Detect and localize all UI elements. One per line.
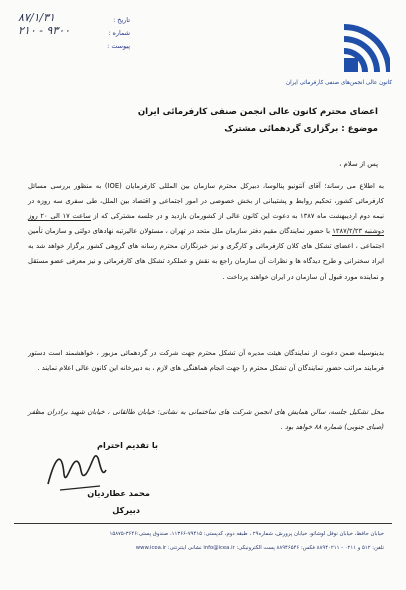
footer-divider bbox=[14, 523, 392, 524]
signer-role: دبیرکل bbox=[112, 505, 140, 515]
organization-name: کانون عالی انجمن‌های صنفی کارفرمائی ایران bbox=[285, 80, 392, 86]
number-label: شماره : bbox=[108, 29, 130, 37]
number-value: ۲۱۰ - ۹۳۰۰ bbox=[18, 24, 71, 37]
attachment-row bbox=[12, 40, 132, 53]
date-label: تاریخ : bbox=[113, 16, 130, 24]
broadcast-waves-logo-icon bbox=[286, 14, 390, 86]
greeting: پس از سلام ، bbox=[339, 160, 378, 168]
organization-logo bbox=[286, 14, 390, 86]
meeting-time-highlight: ساعت ۱۷ الی ۲۰ روز دوشنبه ۱۳۸۷/۲/۲۳ bbox=[28, 212, 384, 236]
paragraph-request: بدینوسیله ضمن دعوت از نمایندگان هیئت مدیره آن تشکل محترم جهت شرکت در گردهمائی مزبور ، خواهشمند است دستور فرمایند مراتب حضور نمایندگان آن تشکل محترم را جهت انجام هماهنگی های لازم ، به دبیرخانه این کانون عالی اعلام نمایند . bbox=[28, 349, 384, 373]
closing-salutation: با تقدیم احترام bbox=[97, 440, 158, 450]
paragraph-invitation bbox=[28, 179, 384, 285]
paragraph-invitation-end: با حضور نمایندگان مقیم دفتر سازمان ملل متحد در تهران ، مسئولان عالیرتبه نهادهای دولتی و سازمان تأمین اجتماعی ، اعضای تشکل های کلان کارفرمائی و کارگری و نیز خبرنگاران محترم رسانه های گروهی کشور برگزار خواهد شد به ایراد سخنرانی و طرح دیدگاه ها و نظرات آن سازمان راجع به نقش و عملکرد تشکل های کارفرمائی و نیز معرفی عضو مستقل و نماینده مورد قبول آن سازمان در ایران خواهند پرداخت . bbox=[28, 227, 384, 281]
addressee: اعضای محترم کانون عالی انجمن صنفی کارفرمائی ایران bbox=[137, 107, 378, 117]
number-row bbox=[12, 24, 132, 40]
date-value: ۸۷/۱/۳۱ bbox=[18, 11, 55, 24]
footer-address: خیابان حافظ، خیابان نوفل لوشاتو، خیابان پرورش، شماره۲۹ ، طبقه دوم، کدپستی: ۷۹۴۱۵-۱۱۳۶۶، صندوق پستی:۳۶۴۶-۱۵۸۷۵ bbox=[109, 531, 384, 537]
signer-name: محمد عطاردیان bbox=[87, 488, 150, 498]
subject-line: موضوع : برگزاری گردهمائی مشترک bbox=[224, 124, 378, 134]
letter-meta bbox=[12, 11, 132, 53]
footer-contacts: تلفن: ۵۱۲ و ۰۲۱۱ - ۸۸۹۴۰۲۱۱ فکس: ۸۸۹۴۶۵۴۶ پست الکترونیکی: info@icea.ir نشانی اینترنتی: www.icea.ir bbox=[135, 545, 384, 551]
paragraph-venue: محل تشکیل جلسه، سالن همایش های انجمن شرکت های ساختمانی به نشانی: خیابان طالقانی ، خیابان شهید برادران مظفر (صبای جنوبی) شماره ۸۸ خواهد بود . bbox=[28, 408, 384, 432]
attachment-label: پیوست : bbox=[107, 42, 130, 50]
paragraph-invitation-start: به اطلاع می رساند؛ آقای آنتونیو پنالوسا، دبیرکل محترم سازمان بین المللی کارفرمایان (IOE) به منظور بررسی مسائل کارفرمائی کشور، تحکیم روابط و پشتیبانی از بخش خصوصی در امور اجتماعی و اقتصاد بین الملل، طی سفری سه روزه در نیمه دوم اردیبهشت ماه ۱۳۸۷ به دعوت این کانون عالی از کشورمان بازدید و در جلسه مشترکی که از bbox=[28, 182, 384, 221]
